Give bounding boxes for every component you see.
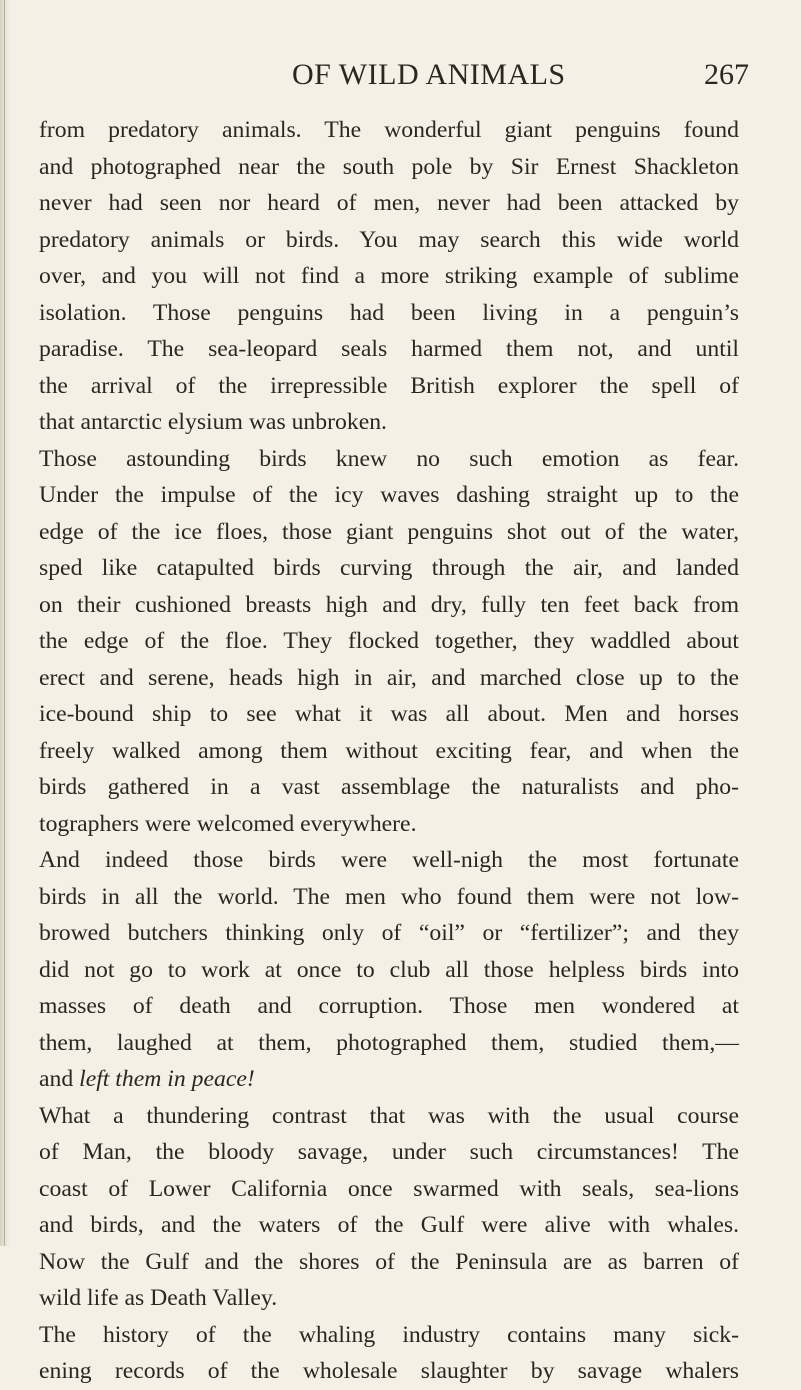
text-line: birds gathered in a vast assemblage the naturalists and pho- — [39, 774, 739, 800]
text-line: and birds, and the waters of the Gulf were alive with whales. — [39, 1212, 739, 1238]
text-line: from predatory animals. The wonderful giant penguins found — [39, 117, 739, 143]
text-line: What a thundering contrast that was with the usual course — [39, 1102, 739, 1129]
text-line: predatory animals or birds. You may search this wide world — [39, 226, 739, 253]
text-line: them, laughed at them, photographed them, studied them,— — [39, 1029, 739, 1056]
text-line: that antarctic elysium was unbroken. — [39, 409, 387, 435]
text-line: over, and you will not find a more striking example of sublime — [39, 263, 739, 289]
text-line: on their cushioned breasts high and dry, fully ten feet back from — [39, 591, 739, 618]
text-line: tographers were welcomed everywhere. — [39, 810, 417, 837]
page-binding-edge — [0, 0, 10, 1246]
text-line: Those astounding birds knew no such emotion as fear. — [39, 445, 739, 472]
text-line: And indeed those birds were well-nigh the most fortunate — [39, 847, 739, 873]
page-number: 267 — [704, 58, 749, 91]
text-line: masses of death and corruption. Those men wondered at — [39, 993, 739, 1019]
text-line: wild life as Death Valley. — [39, 1285, 278, 1311]
running-title: OF WILD ANIMALS — [292, 58, 566, 91]
text-line: and photographed near the south pole by Sir Ernest Shackleton — [39, 153, 739, 180]
text-line: coast of Lower California once swarmed with seals, sea-lions — [39, 1175, 739, 1202]
text-line-italic-ending — [39, 1061, 739, 1098]
text-line: Now the Gulf and the shores of the Peninsula are as barren of — [39, 1248, 739, 1275]
text-line: birds in all the world. The men who found them were not low- — [39, 883, 739, 910]
text-line: never had seen nor heard of men, never had been attacked by — [39, 190, 739, 216]
text-line: the edge of the floe. They flocked together, they waddled about — [39, 628, 739, 654]
text-line: did not go to work at once to club all those helpless birds into — [39, 956, 739, 983]
text-line: The history of the whaling industry contains many sick- — [39, 1321, 739, 1348]
text-line-start: and — [39, 1066, 80, 1092]
text-line: the arrival of the irrepressible British explorer the spell of — [39, 372, 739, 399]
text-line: ening records of the wholesale slaughter by savage whalers — [39, 1358, 739, 1384]
running-head — [0, 58, 801, 98]
italic-phrase: left them in peace! — [79, 1066, 255, 1092]
text-line: erect and serene, heads high in air, and marched close up to the — [39, 664, 739, 691]
text-line: edge of the ice floes, those giant penguins shot out of the water, — [39, 518, 739, 545]
text-line: paradise. The sea-leopard seals harmed them not, and until — [39, 336, 739, 362]
text-line: ice-bound ship to see what it was all about. Men and horses — [39, 701, 739, 727]
text-line: freely walked among them without exciting fear, and when the — [39, 737, 739, 764]
text-line: Under the impulse of the icy waves dashing straight up to the — [39, 482, 739, 508]
text-line: sped like catapulted birds curving through the air, and landed — [39, 555, 739, 581]
text-line: browed butchers thinking only of “oil” or “fertilizer”; and they — [39, 920, 739, 946]
page-binding-line — [4, 0, 5, 1246]
body-text — [39, 112, 739, 1390]
text-line: of Man, the bloody savage, under such circumstances! The — [39, 1139, 739, 1165]
text-line: isolation. Those penguins had been living in a penguin’s — [39, 299, 739, 326]
